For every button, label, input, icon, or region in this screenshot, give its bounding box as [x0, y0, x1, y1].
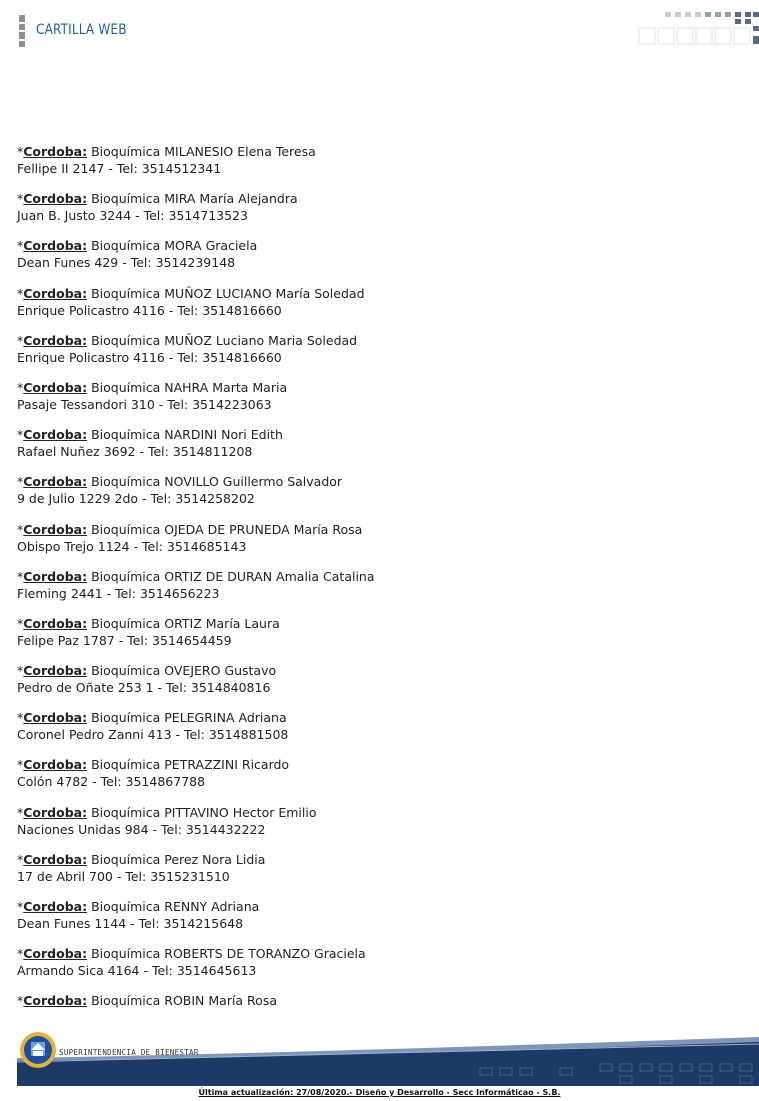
- provider-name-line: *Cordoba: Bioquímica MIRA María Alejandra: [17, 191, 298, 207]
- provider-name-line: *Cordoba: Bioquímica NARDINI Nori Edith: [17, 427, 283, 443]
- city-label: Cordoba:: [23, 379, 88, 395]
- city-label: Cordoba:: [23, 144, 88, 159]
- provider-name-line: *Cordoba: Bioquímica RENNY Adriana: [17, 899, 260, 914]
- provider-entry: [17, 804, 737, 851]
- header-grid-decoration: [637, 12, 759, 46]
- provider-name: Bioquímica OJEDA DE PRUNEDA María Rosa: [91, 521, 363, 537]
- provider-name: Bioquímica MIRA María Alejandra: [91, 191, 298, 207]
- provider-name: Bioquímica ROBERTS DE TORANZO Graciela: [91, 946, 366, 962]
- provider-name: Bioquímica NARDINI Nori Edith: [91, 427, 283, 443]
- provider-name-line: *Cordoba: Bioquímica OVEJERO Gustavo: [17, 663, 277, 679]
- provider-name-line: *Cordoba: Bioquímica MUÑOZ LUCIANO María Soledad: [17, 285, 365, 301]
- provider-entry: [17, 662, 737, 709]
- city-label: Cordoba:: [23, 285, 88, 301]
- provider-name: Bioquímica RENNY Adriana: [91, 899, 260, 914]
- city-label: Cordoba:: [23, 993, 88, 1009]
- city-label: Cordoba:: [23, 757, 88, 773]
- provider-address: Dean Funes 1144 - Tel: 3514215648: [17, 916, 244, 931]
- provider-name-line: *Cordoba: Bioquímica MILANESIO Elena Teresa: [17, 144, 316, 159]
- provider-address: Dean Funes 429 - Tel: 3514239148: [17, 255, 236, 271]
- header-accent-bar: [19, 15, 25, 47]
- city-label: Cordoba:: [23, 710, 88, 726]
- provider-address: 17 de Abril 700 - Tel: 3515231510: [17, 868, 230, 884]
- city-label: Cordoba:: [23, 804, 88, 820]
- city-label: Cordoba:: [23, 899, 88, 914]
- provider-entry: [17, 379, 737, 426]
- provider-entry: [17, 190, 737, 237]
- provider-entry: [17, 426, 737, 473]
- provider-address: Felipe Paz 1787 - Tel: 3514654459: [17, 632, 232, 648]
- provider-name: Bioquímica MUÑOZ Luciano Maria Soledad: [91, 332, 358, 348]
- provider-address: Fleming 2441 - Tel: 3514656223: [17, 585, 220, 601]
- provider-entry: [17, 473, 737, 520]
- city-label: Cordoba:: [23, 238, 88, 254]
- city-label: Cordoba:: [23, 851, 88, 867]
- provider-name: Bioquímica MORA Graciela: [91, 238, 258, 254]
- provider-entry: [17, 521, 737, 568]
- provider-name-line: *Cordoba: Bioquímica Perez Nora Lidia: [17, 851, 266, 867]
- provider-entry: [17, 945, 737, 992]
- provider-entry: [17, 237, 737, 284]
- provider-address: Pasaje Tessandori 310 - Tel: 3514223063: [17, 396, 272, 412]
- city-label: Cordoba:: [23, 191, 88, 207]
- provider-name-line: *Cordoba: Bioquímica NAHRA Marta Maria: [17, 379, 288, 395]
- provider-name-line: *Cordoba: Bioquímica MUÑOZ Luciano Maria Soledad: [17, 332, 358, 348]
- provider-list: [17, 143, 737, 1040]
- provider-address: Colón 4782 - Tel: 3514867788: [17, 774, 206, 790]
- provider-address: Rafael Nuñez 3692 - Tel: 3514811208: [17, 444, 253, 460]
- provider-address: Fellipe II 2147 - Tel: 3514512341: [17, 161, 222, 176]
- provider-name-line: *Cordoba: Bioquímica OJEDA DE PRUNEDA María Rosa: [17, 521, 363, 537]
- provider-name: Bioquímica ORTIZ María Laura: [91, 615, 280, 631]
- provider-name: Bioquímica ORTIZ DE DURAN Amalia Catalina: [91, 568, 375, 584]
- city-label: Cordoba:: [23, 663, 88, 679]
- page-footer: [0, 1024, 759, 1101]
- footer-update-text: Última actualización: 27/08/2020.- Diseño y Desarrollo - Secc Informáticao - S.B.: [198, 1088, 561, 1097]
- provider-address: 9 de Julio 1229 2do - Tel: 3514258202: [17, 491, 255, 507]
- organization-name: SUPERINTENDENCIA DE BIENESTAR: [59, 1048, 199, 1057]
- provider-name-line: *Cordoba: Bioquímica ROBIN María Rosa: [17, 993, 278, 1009]
- provider-name-line: *Cordoba: Bioquímica ORTIZ DE DURAN Amalia Catalina: [17, 568, 375, 584]
- provider-name: Bioquímica PETRAZZINI Ricardo: [91, 757, 290, 773]
- provider-entry: [17, 898, 737, 945]
- city-label: Cordoba:: [23, 427, 88, 443]
- provider-entry: [17, 143, 737, 190]
- provider-address: Enrique Policastro 4116 - Tel: 3514816660: [17, 349, 282, 365]
- provider-name: Bioquímica ROBIN María Rosa: [91, 993, 278, 1009]
- provider-entry: [17, 285, 737, 332]
- provider-name-line: *Cordoba: Bioquímica PETRAZZINI Ricardo: [17, 757, 290, 773]
- provider-address: Obispo Trejo 1124 - Tel: 3514685143: [17, 538, 247, 554]
- provider-address: Enrique Policastro 4116 - Tel: 3514816660: [17, 302, 282, 318]
- provider-entry: [17, 568, 737, 615]
- provider-name: Bioquímica NAHRA Marta Maria: [91, 379, 288, 395]
- provider-name: Bioquímica MUÑOZ LUCIANO María Soledad: [91, 285, 365, 301]
- city-label: Cordoba:: [23, 946, 88, 962]
- city-label: Cordoba:: [23, 521, 88, 537]
- provider-name: Bioquímica OVEJERO Gustavo: [91, 663, 277, 679]
- page-header: [0, 0, 759, 60]
- provider-name-line: *Cordoba: Bioquímica ROBERTS DE TORANZO Graciela: [17, 946, 366, 962]
- provider-address: Armando Sica 4164 - Tel: 3514645613: [17, 963, 257, 979]
- provider-entry: [17, 709, 737, 756]
- provider-name-line: *Cordoba: Bioquímica PELEGRINA Adriana: [17, 710, 287, 726]
- provider-address: Coronel Pedro Zanni 413 - Tel: 3514881508: [17, 727, 289, 743]
- provider-name: Bioquímica Perez Nora Lidia: [91, 851, 266, 867]
- provider-name: Bioquímica MILANESIO Elena Teresa: [91, 144, 316, 159]
- provider-entry: [17, 615, 737, 662]
- provider-entry: [17, 756, 737, 803]
- city-label: Cordoba:: [23, 615, 88, 631]
- city-label: Cordoba:: [23, 474, 88, 490]
- provider-name: Bioquímica NOVILLO Guillermo Salvador: [91, 474, 343, 490]
- provider-address: Naciones Unidas 984 - Tel: 3514432222: [17, 821, 266, 837]
- provider-address: Pedro de Oñate 253 1 - Tel: 3514840816: [17, 680, 271, 696]
- provider-name-line: *Cordoba: Bioquímica PITTAVINO Hector Emilio: [17, 804, 317, 820]
- provider-entry: [17, 332, 737, 379]
- provider-name: Bioquímica PITTAVINO Hector Emilio: [91, 804, 317, 820]
- page-title: CARTILLA WEB: [36, 22, 127, 38]
- provider-entry: [17, 851, 737, 898]
- city-label: Cordoba:: [23, 332, 88, 348]
- provider-name-line: *Cordoba: Bioquímica ORTIZ María Laura: [17, 615, 280, 631]
- provider-address: Juan B. Justo 3244 - Tel: 3514713523: [17, 208, 248, 224]
- provider-name-line: *Cordoba: Bioquímica NOVILLO Guillermo Salvador: [17, 474, 343, 490]
- provider-name-line: *Cordoba: Bioquímica MORA Graciela: [17, 238, 258, 254]
- city-label: Cordoba:: [23, 568, 88, 584]
- provider-name: Bioquímica PELEGRINA Adriana: [91, 710, 287, 726]
- organization-seal-icon: [20, 1032, 56, 1068]
